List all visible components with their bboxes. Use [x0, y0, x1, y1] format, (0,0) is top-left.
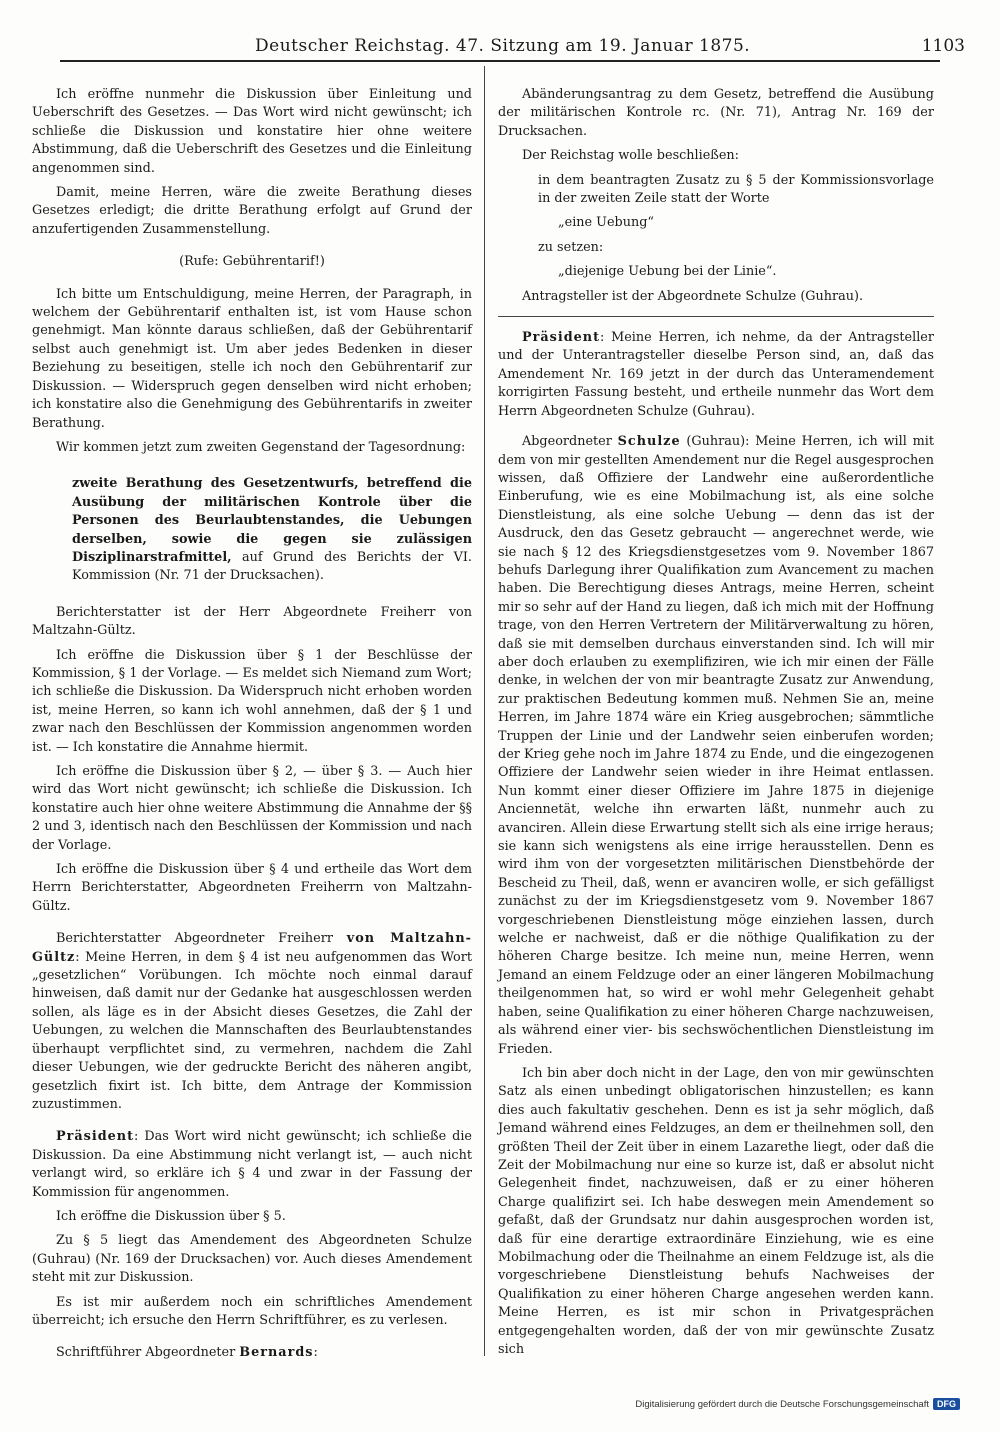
motion-line: „eine Uebung“	[558, 215, 654, 231]
paragraph: Ich bitte um Entschuldigung, meine Herren, der Paragraph, in welchem der Gebührentarif enthalten ist, ist vom Hause schon genehmigt. Man könnte daraus schließen, daß der Gebührentarif selbst auch genehmigt ist. Um aber jedes Bedenken in dieser Beziehung zu beseitigen, stelle ich noch den Gebührentarif zur Diskussion. — Widerspruch gegen denselben wird nicht erhoben; ich konstatire also die Genehmigung des Gebührentarifs in zweiter Berathung.	[32, 286, 472, 431]
speech-text: : Das Wort wird nicht gewünscht; ich schließe die Diskussion. Da eine Abstimmung nicht verlangt ist, — auch nicht verlangt wird, so erkläre ich § 4 und zwar in der Fassung der Kommission für angenommen.	[32, 1129, 472, 1200]
right-column	[498, 86, 934, 1365]
paragraph: Berichterstatter ist der Herr Abgeordnete Freiherr von Maltzahn-Gültz.	[32, 604, 472, 639]
speech-paragraph	[498, 433, 934, 1059]
paragraph: Ich eröffne die Diskussion über § 5.	[56, 1208, 286, 1224]
speech-lead: Berichterstatter Abgeordneter Freiherr	[56, 931, 347, 947]
paragraph: Ich eröffne nunmehr die Diskussion über Einleitung und Ueberschrift des Gesetzes. — Das Wort wird nicht gewünscht; ich schließe die Diskussion und konstatire hier ohne weitere Abstimmung, daß die Ueberschrift des Gesetzes und die Einleitung angenommen sind.	[32, 87, 472, 176]
speaker-name: Schulze	[617, 434, 681, 450]
speech-text: : Meine Herren, in dem § 4 ist neu aufgenommen das Wort „gesetzlichen“ Vorübungen. Ich möchte noch einmal darauf hinweisen, daß damit nur der Gedanke hat ausgeschlossen werden sollen, als läge es in der Absicht dieses Gesetzes, die Zahl der Uebungen, zu welchen die Mannschaften des Beurlaubtenstandes überhaupt verpflichtet sind, zu vermehren, nachdem die Zahl dieser Uebungen, wie der gedruckte Bericht des näheren angibt, gesetzlich fixirt ist. Ich bitte, dem Antrage der Kommission zuzustimmen.	[32, 949, 472, 1112]
speech-paragraph	[498, 329, 934, 421]
page-number: 1103	[921, 36, 965, 56]
running-title: Deutscher Reichstag. 47. Sitzung am 19. Januar 1875.	[255, 36, 751, 56]
paragraph: Ich bin aber doch nicht in der Lage, den von mir gewünschten Satz als einen unbedingt obligatorischen hinzustellen; es kann dies auch fakultativ geschehen. Denn es ist ja sehr möglich, daß Jemand während eines Feldzuges, an dem er theilnehmen soll, den größten Theil der Zeit über in einem Lazarethe liegt, oder daß die Zeit der Mobilmachung nur eine so kurze ist, daß er absolut nicht Gelegenheit findet, nachzuweisen, daß er zu einer höheren Charge qualifizirt sei. Ich habe deswegen mein Amendement so gefaßt, daß der Grundsatz nur dahin ausgesprochen worden ist, daß für eine derartige extraordinäre Einziehung, wie es eine Mobilmachung oder die Theilnahme an einem Feldzuge ist, als die vorgeschriebene Dienstleistung behufs Nachweises der Qualifikation zu einer höheren Charge angesehen werden kann. Meine Herren, es ist mir schon in Privatgesprächen entgegengehalten worden, daß der von mir gewünschte Zusatz sich	[498, 1065, 934, 1357]
column-divider	[484, 66, 485, 1356]
motion-line: in dem beantragten Zusatz zu § 5 der Kommissionsvorlage in der zweiten Zeile statt der Worte	[538, 172, 934, 207]
interjection: (Rufe: Gebührentarif!)	[179, 254, 325, 270]
paragraph: Wir kommen jetzt zum zweiten Gegenstand der Tagesordnung:	[56, 439, 466, 455]
speech-text: : Meine Herren, ich nehme, da der Antragsteller und der Unterantragsteller dieselbe Person sind, an, daß das Amendement Nr. 169 jetzt in der durch das Unteramendement korrigirten Fassung besteht, und ertheile nunmehr das Wort dem Herrn Abgeordneten Schulze (Guhrau).	[498, 330, 934, 419]
speaker-name: Präsident	[56, 1129, 135, 1145]
agenda-item-title: zweite Berathung des Gesetzentwurfs, betreffend die Ausübung der militärischen Kontrole über die Personen des Beurlaubtenstandes, die Uebungen derselben, sowie die gegen sie zulässigen Disziplinarstrafmittel,	[72, 476, 472, 565]
paragraph: Zu § 5 liegt das Amendement des Abgeordneten Schulze (Guhrau) (Nr. 169 der Drucksachen) vor. Auch dieses Amendement steht mit zur Diskussion.	[32, 1233, 472, 1286]
section-separator	[498, 316, 934, 317]
motion-title: Abänderungsantrag zu dem Gesetz, betreffend die Ausübung der militärischen Kontrole rc. (Nr. 71), Antrag Nr. 169 der Drucksachen.	[498, 87, 934, 139]
speech-text: (Guhrau): Meine Herren, ich will mit dem von mir gestellten Amendement nur die Regel ausgesprochen wissen, daß Offiziere der Landwehr eine außerordentliche Einberufung, wie es eine Mobilmachung ist, als eine solche Dienstleistung, als eine solche Uebung — denn das ist der Ausdruck, den das Gesetz gebraucht — angerechnet werde, wie sie nach § 12 des Kriegsdienstgesetzes vom 9. November 1867 behufs Darlegung ihrer Qualifikation zum Avancement zu machen haben. Die Berechtigung dieses Antrags, meine Herren, scheint mir so sehr auf der Hand zu liegen, daß ich mich mit der Hoffnung trage, von den Herren Vertretern der Militärverwaltung zu hören, daß sie mit demselben durchaus einverstanden sind. Ich will mir aber doch erlauben zu exemplifiziren, wie ich mir einen der Fälle denke, in welchen der von mir beantragte Zusatz zur Anwendung, zur praktischen Bedeutung kommen muß. Nehmen Sie an, meine Herren, im Jahre 1874 wäre ein Krieg ausgebrochen; sämmtliche Truppen der Linie und der Landwehr seien einberufen worden; der Krieg gehe noch im Jahre 1874 zu Ende, und die eingezogenen Offiziere der Landwehr seien wieder in ihre Heimat entlassen. Nun kommt einer dieser Offiziere im Jahre 1875 in diejenige Anciennetät, welche ihn erwarten läßt, nunmehr auch zu avanciren. Allein diese Erwartung stellt sich als eine irrige heraus; sie kann sich wenigstens als eine irrige herausstellen. Denn es wird ihm von der vorgesetzten militärischen Dienstbehörde der Bescheid zu Theil, daß, wenn er avanciren wolle, er sich gefälligst zunächst zu der im Kriegsdienstgesetz vom 9. November 1867 vorgeschriebenen Dienstleistung möge einziehen lassen, durch welche er nachweist, daß er die nöthige Qualifikation zu der höheren Charge besitze. Ich meine nun, meine Herren, wenn Jemand an einem Feldzuge oder an einer längeren Mobilmachung theilgenommen hat, so wird er wohl mehr Gelegenheit gehabt haben, seine Qualifikation zu einer höheren Charge nachzuweisen, als während einer vier- bis sechswöchentlichen Dienstleistung im Frieden.	[498, 434, 934, 1057]
agenda-item-rest: auf Grund des Berichts der VI. Kommission (Nr. 71 der Drucksachen).	[72, 549, 472, 584]
agenda-item	[72, 475, 472, 585]
paragraph: Es ist mir außerdem noch ein schriftliches Amendement überreicht; ich ersuche den Herrn Schriftführer, es zu verlesen.	[32, 1294, 472, 1328]
left-column	[32, 86, 472, 1369]
paragraph: Ich eröffne die Diskussion über § 2, — über § 3. — Auch hier wird das Wort nicht gewünscht; ich schließe die Diskussion. Ich konstatire auch hier ohne weitere Abstimmung die Annahme der §§ 2 und 3, identisch nach den Beschlüssen der Kommission und nach der Vorlage.	[32, 764, 472, 853]
speech-paragraph	[32, 930, 472, 1114]
speech-lead: Schriftführer Abgeordneter	[56, 1345, 240, 1361]
page-header	[60, 36, 965, 62]
motion-line: „diejenige Uebung bei der Linie“.	[558, 264, 777, 280]
motion-line: Antragsteller ist der Abgeordnete Schulze (Guhrau).	[522, 288, 864, 304]
paragraph: Ich eröffne die Diskussion über § 4 und ertheile das Wort dem Herrn Berichterstatter, Abgeordneten Freiherrn von Maltzahn-Gültz.	[32, 862, 472, 914]
speech-text: :	[313, 1345, 318, 1361]
footer-text: Digitalisierung gefördert durch die Deutsche Forschungsgemeinschaft	[635, 1398, 929, 1410]
dfg-logo-icon: DFG	[933, 1398, 960, 1410]
speech-paragraph	[32, 1128, 472, 1202]
speaker-name: Bernards	[239, 1345, 314, 1361]
motion-line: zu setzen:	[538, 239, 604, 255]
speaker-name: Präsident	[522, 330, 601, 346]
speech-lead: Abgeordneter	[522, 434, 618, 450]
paragraph: Damit, meine Herren, wäre die zweite Berathung dieses Gesetzes erledigt; die dritte Berathung erfolgt auf Grund der anzufertigenden Zusammenstellung.	[32, 185, 472, 237]
speech-paragraph	[32, 1344, 472, 1362]
footer-credit	[635, 1398, 960, 1410]
motion-line: Der Reichstag wolle beschließen:	[522, 148, 739, 164]
paragraph: Ich eröffne die Diskussion über § 1 der Beschlüsse der Kommission, § 1 der Vorlage. — Es meldet sich Niemand zum Wort; ich schließe die Diskussion. Da Widerspruch nicht erhoben worden ist, meine Herren, so kann ich wohl annehmen, daß der § 1 und zwar nach den Beschlüssen der Kommission angenommen worden ist. — Ich konstatire die Annahme hiermit.	[32, 647, 472, 755]
speaker-name: von Maltzahn-Gültz	[32, 931, 472, 965]
